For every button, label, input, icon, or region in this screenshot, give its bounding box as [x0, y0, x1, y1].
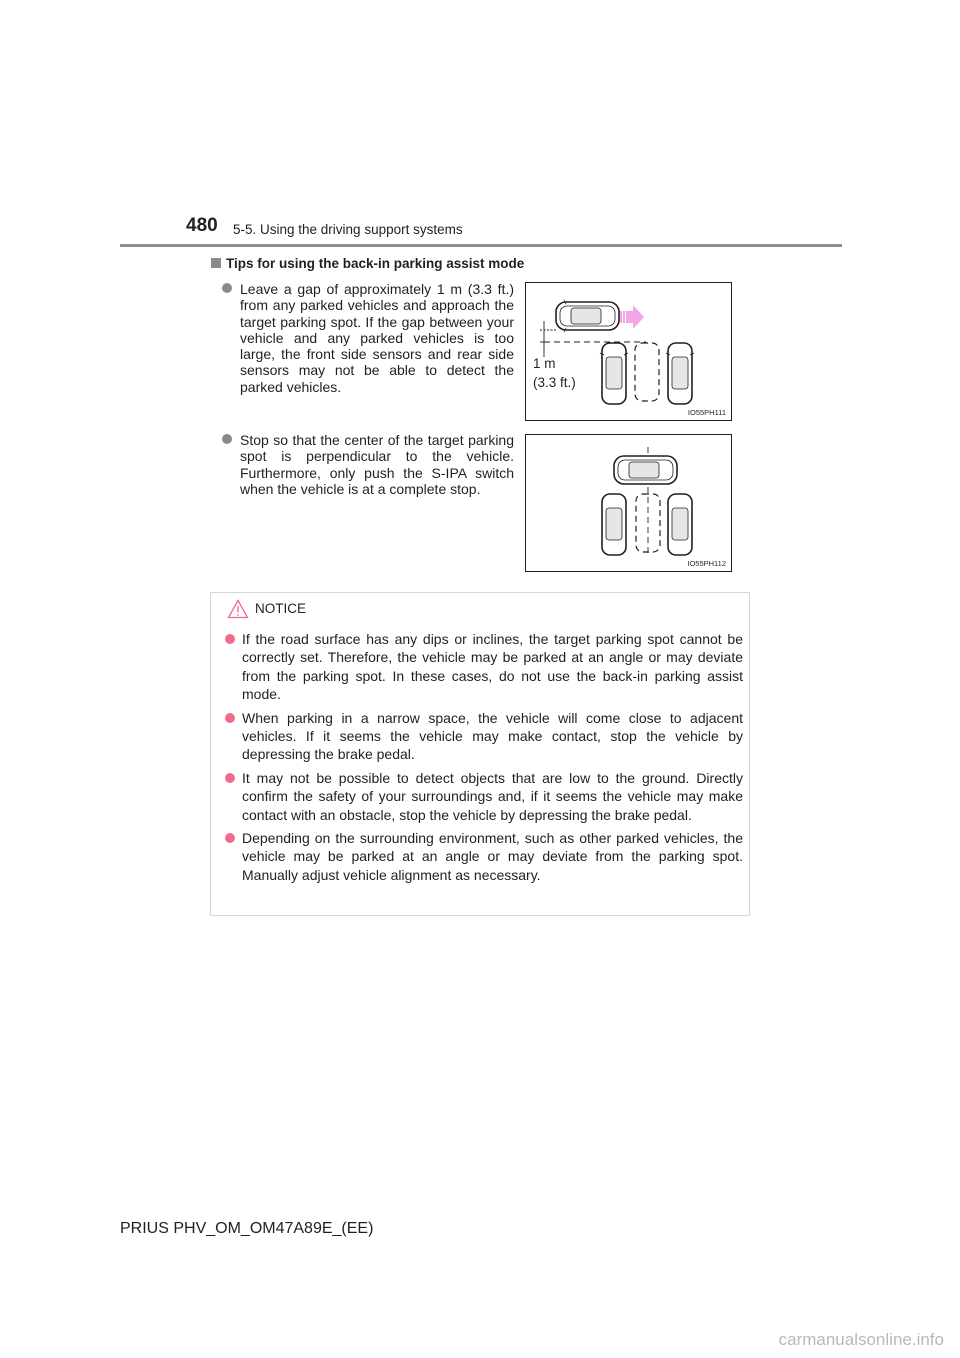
- tips-heading-text: Tips for using the back-in parking assist mode: [226, 256, 525, 271]
- figure-approach-gap: [525, 282, 732, 421]
- header-rule: [120, 244, 842, 247]
- bullet-dot-icon: [222, 283, 232, 293]
- parking-approach-illustration: [526, 283, 731, 420]
- bullet-dot-icon: [225, 634, 235, 644]
- square-bullet-icon: [211, 258, 221, 268]
- page-number: 480: [186, 215, 218, 236]
- section-title: 5-5. Using the driving support systems: [233, 222, 463, 237]
- tip-bullet-gap: [224, 281, 514, 395]
- bullet-dot-icon: [225, 833, 235, 843]
- tips-heading: [211, 256, 524, 271]
- figure-code: IO55PH111: [687, 408, 726, 417]
- figure-code: IO55PH112: [687, 559, 726, 568]
- stopped-car-icon: [614, 456, 677, 484]
- footer-doc-id: PRIUS PHV_OM_OM47A89E_(EE): [120, 1220, 374, 1237]
- notice-item: Depending on the surrounding environment, such as other parked vehicles, the vehicle may be parked at an angle or may deviate from the parking spot. Manually adjust vehicle alignment as necessary.: [225, 829, 743, 884]
- watermark: carmanualsonline.info: [778, 1330, 944, 1349]
- bullet-dot-icon: [222, 434, 232, 444]
- parked-car-icon: [602, 494, 626, 555]
- target-parking-spot: [635, 343, 659, 401]
- notice-list: [225, 630, 743, 889]
- parking-stop-illustration: [526, 435, 731, 571]
- parked-car-icon: [666, 343, 694, 404]
- notice-title: NOTICE: [255, 601, 307, 616]
- notice-item: It may not be possible to detect objects that are low to the ground. Directly confirm the safety of your surroundings and, if it seems the vehicle may make contact with an obstacle, stop the vehicle by depressing the brake pedal.: [225, 769, 743, 824]
- tip-bullet-text: Stop so that the center of the target parking spot is perpendicular to the vehicle. Furthermore, only push the S-IPA switch when the vehicle is at a complete stop.: [240, 432, 514, 497]
- tip-bullet-text: Leave a gap of approximately 1 m (3.3 ft.) from any parked vehicles and approach the target parking spot. If the gap between your vehicle and any parked vehicles is too large, the front side sensors and rear side sensors may not be able to detect the parked vehicles.: [240, 281, 514, 395]
- parked-car-icon: [600, 343, 628, 404]
- bullet-dot-icon: [225, 713, 235, 723]
- notice-item: If the road surface has any dips or inclines, the target parking spot cannot be correctly set. Therefore, the vehicle may be parked at an angle or may deviate from the parking spot. In these cases, do not use the back-in parking assist mode.: [225, 630, 743, 704]
- parked-car-icon: [668, 494, 692, 555]
- tip-bullet-stop: [224, 432, 514, 497]
- bullet-dot-icon: [225, 773, 235, 783]
- gap-distance-label: 1 m (3.3 ft.): [533, 356, 576, 390]
- figure-stop-perpendicular: [525, 434, 732, 572]
- direction-arrow-icon: [620, 305, 644, 329]
- notice-item: When parking in a narrow space, the vehicle will come close to adjacent vehicles. If it seems the vehicle may make contact, stop the vehicle by depressing the brake pedal.: [225, 709, 743, 764]
- warning-triangle-icon: [227, 599, 249, 619]
- moving-car-icon: [556, 300, 619, 332]
- notice-box: [210, 592, 750, 916]
